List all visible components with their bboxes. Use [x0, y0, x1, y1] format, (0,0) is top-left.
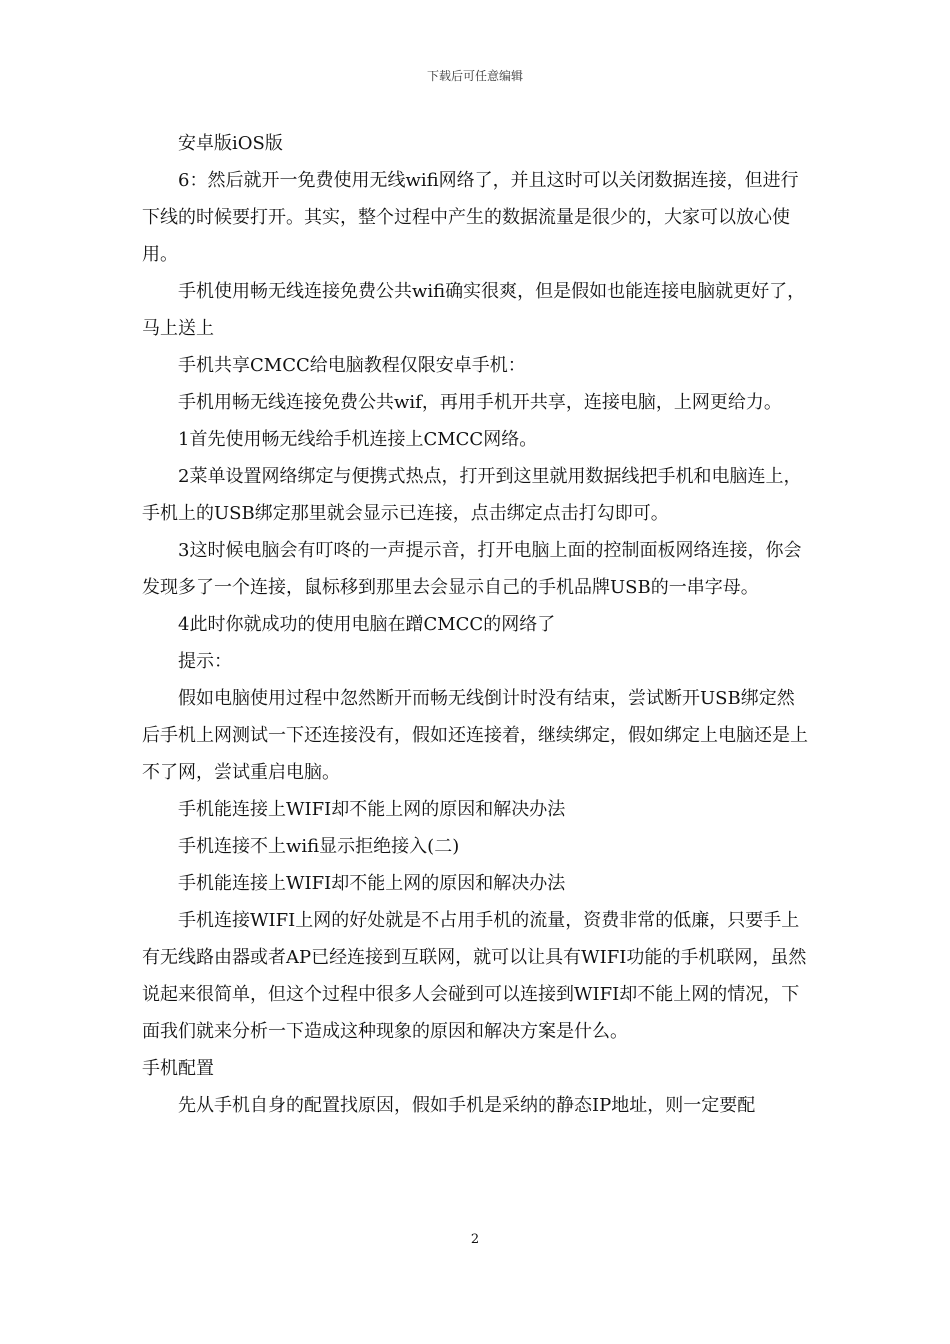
paragraph: 安卓版iOS版 [178, 133, 283, 154]
paragraph: 手机共享CMCC给电脑教程仅限安卓手机： [178, 355, 526, 376]
document-body [142, 125, 812, 1124]
section-heading: 手机配置 [142, 1058, 214, 1079]
paragraph: 3这时候电脑会有叮咚的一声提示音，打开电脑上面的控制面板网络连接，你会发现多了一个连接，鼠标移到那里去会显示自己的手机品牌USB的一串字母。 [142, 540, 802, 598]
paragraph: 先从手机自身的配置找原因，假如手机是采纳的静态IP地址，则一定要配 [178, 1095, 756, 1116]
page-header: 下载后可任意编辑 [426, 69, 523, 83]
paragraph: 4此时你就成功的使用电脑在蹭CMCC的网络了 [178, 614, 556, 635]
paragraph: 假如电脑使用过程中忽然断开而畅无线倒计时没有结束，尝试断开USB绑定然后手机上网测试一下还连接没有，假如还连接着，继续绑定，假如绑定上电脑还是上不了网，尝试重启电脑。 [142, 688, 808, 783]
page-number: 2 [470, 1232, 480, 1247]
paragraph: 1首先使用畅无线给手机连接上CMCC网络。 [178, 429, 538, 450]
paragraph: 手机用畅无线连接免费公共wif，再用手机开共享，连接电脑，上网更给力。 [178, 392, 782, 413]
paragraph: 手机连接WIFI上网的好处就是不占用手机的流量，资费非常的低廉，只要手上有无线路由器或者AP已经连接到互联网，就可以让具有WIFI功能的手机联网，虽然说起来很简单，但这个过程中很多人会碰到可以连接到WIFI却不能上网的情况，下面我们就来分析一下造成这种现象的原因和解决方案是什么。 [142, 910, 807, 1042]
paragraph: 手机使用畅无线连接免费公共wifi确实很爽，但是假如也能连接电脑就更好了，马上送上 [142, 281, 806, 339]
paragraph: 提示： [178, 651, 232, 672]
paragraph: 手机能连接上WIFI却不能上网的原因和解决办法 [178, 873, 566, 894]
paragraph: 手机能连接上WIFI却不能上网的原因和解决办法 [178, 799, 566, 820]
paragraph: 6：然后就开一免费使用无线wifi网络了，并且这时可以关闭数据连接，但进行下线的时候要打开。其实，整个过程中产生的数据流量是很少的，大家可以放心使用。 [142, 170, 799, 265]
paragraph: 手机连接不上wifi显示拒绝接入(二) [178, 836, 460, 857]
paragraph: 2菜单设置网络绑定与便携式热点，打开到这里就用数据线把手机和电脑连上，手机上的USB绑定那里就会显示已连接，点击绑定点击打勾即可。 [142, 466, 802, 524]
